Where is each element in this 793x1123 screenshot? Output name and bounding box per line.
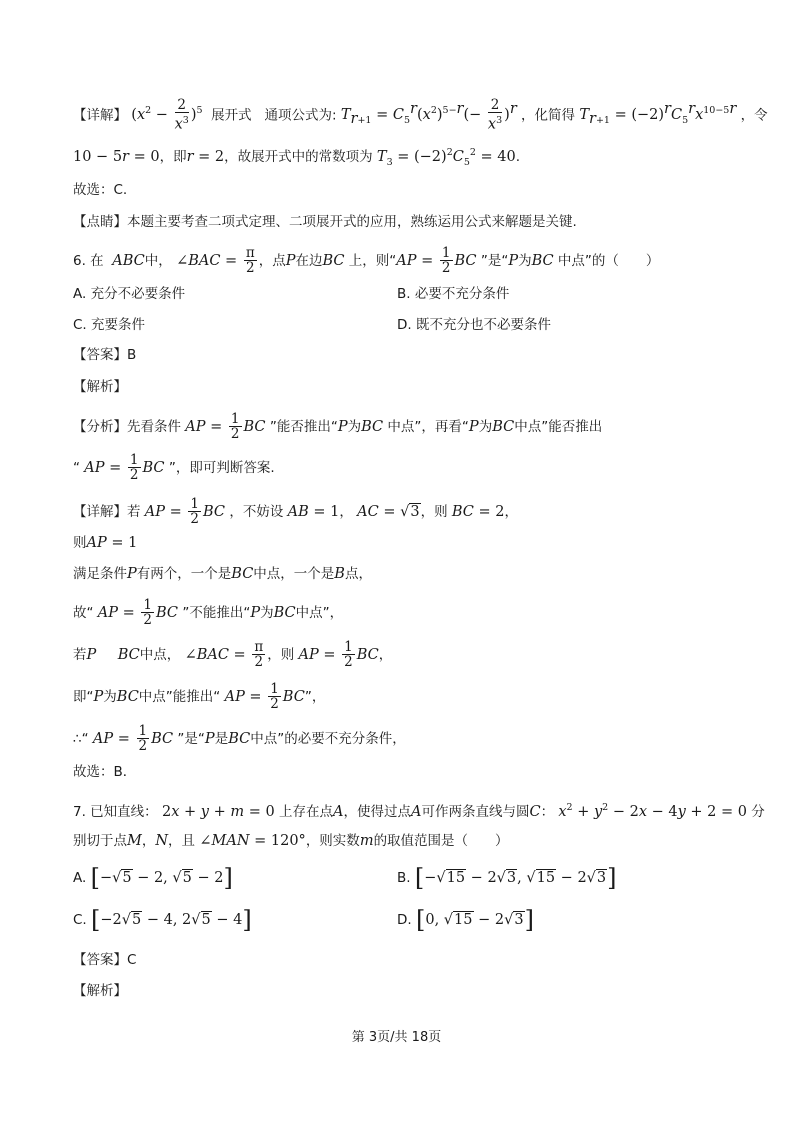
q6-detail-line: 【详解】若 AP = $\frac{1}{2}$ BC ，不妨设 AB = 1， AC = √3，则 BC = 2， xyxy=(73,496,518,527)
q6-detail-line-6: 即“P为BC中点”能推出“ AP = $\frac{1}{2}$ BC”， xyxy=(73,681,326,712)
page-footer: 第 3页/共 18页 xyxy=(351,1030,442,1045)
q6-detail-line-4: 故“ AP = $\frac{1}{2}$ BC ”不能推出“P为BC中点”， xyxy=(73,597,344,628)
detail-binomial-line-2: 10 − 5r = 0，即r = 2，故展开式中的常数项为 $T_3 = (-2)^2C_5^2 = 40$. xyxy=(73,147,521,168)
question-7-line-2: 别切于点M，N，且 ∠MAN = 120°，则实数m的取值范围是（ ） xyxy=(73,833,509,849)
q7-option-c: C. [−2√5 − 4, 2√5 − 4] xyxy=(73,906,252,934)
question-6: 6. 在 ABC中， ∠BAC = $\frac{\pi}{2}$ ，点P在边BC 上，则“AP = $\frac{1}{2}$ BC ”是“P为BC 中点”的（ ） xyxy=(73,245,660,276)
comment-line: 【点睛】本题主要考查二项式定理、二项展开式的应用，熟练运用公式来解题是关键. xyxy=(73,214,577,230)
q6-choose: 故选：B． xyxy=(73,764,137,780)
q6-analysis: 【解析】 xyxy=(73,379,127,395)
q6-option-b: B. 必要不充分条件 xyxy=(397,286,510,302)
q7-answer: 【答案】C xyxy=(73,952,137,968)
choose-c: 故选：C. xyxy=(73,182,128,198)
q7-option-b: B. [−√15 − 2√3, √15 − 2√3] xyxy=(397,864,617,892)
q6-detail-line-3: 满足条件P有两个，一个是BC中点，一个是B点， xyxy=(73,566,372,582)
q6-fenxi-line: 【分析】先看条件 AP = $\frac{1}{2}$ BC ”能否推出“P为BC 中点”，再看“P为BC中点”能否推出 xyxy=(73,411,603,442)
q6-option-d: D. 既不充分也不必要条件 xyxy=(397,317,551,333)
q6-option-a: A. 充分不必要条件 xyxy=(73,286,186,302)
q6-option-c: C. 充要条件 xyxy=(73,317,146,333)
q7-option-d: D. [0, √15 − 2√3] xyxy=(397,906,534,934)
q7-analysis: 【解析】 xyxy=(73,983,127,999)
q6-answer: 【答案】B xyxy=(73,347,137,363)
detail-binomial-line: 【详解】 ($x^2$ − $\frac{2}{x^3}$ )$^5$ 展开式 通项公式为: $T_{r+1} = C_5^r(x^2)^{5-r}(-$ $\frac{2}{x^3}$ )$^r$ ，化简得 $T_{r+1} = (-2)^rC_5^rx^{10-5r}$ ，令 xyxy=(73,97,768,133)
q6-detail-line-7: ∴“ AP = $\frac{1}{2}$ BC ”是“P是BC中点”的必要不充分条件， xyxy=(73,723,406,754)
q7-option-a: A. [−√5 − 2, √5 − 2] xyxy=(73,864,233,892)
question-7: 7. 已知直线： 2x + y + m = 0 上存在点A，使得过点A可作两条直线与圆C： $x^2 + y^2 - 2x - 4y + 2 = 0$ 分 xyxy=(73,802,765,820)
detail-label: 【详解】 xyxy=(73,107,127,124)
q6-fenxi-line-2: “ AP = $\frac{1}{2}$ BC ”，即可判断答案. xyxy=(73,452,275,483)
q6-detail-line-5: 若P BC中点， ∠BAC = $\frac{\pi}{2}$ ，则 AP = $\frac{1}{2}$ BC， xyxy=(73,639,393,670)
q6-detail-line-2: 则AP = 1 xyxy=(73,535,138,551)
